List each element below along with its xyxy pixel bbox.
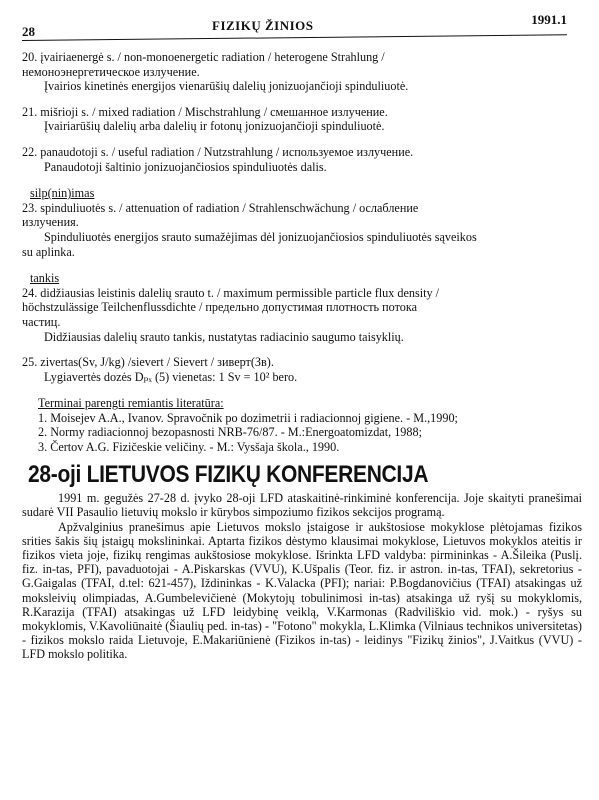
reference-item: 3. Čertov A.G. Fizičeskie veličiny. - M.: Vysšaja škola., 1990. (38, 440, 340, 455)
entry-term-line: 21. mišrioji s. / mixed radiation / Mischstrahlung / смешанное излучение. (22, 104, 388, 119)
entry-term-line: 25. zivertas(Sv, J/kg) /sievert / Sievert / зиверт(Зв). (22, 355, 274, 370)
reference-item: 1. Moisejev A.A., Ivanov. Spravočnik po dozimetrii i radiacionnoj gigiene. - M.,1990; (38, 410, 458, 425)
glossary-entry-22 (22, 145, 582, 174)
entry-term-line: höchstzulässige Teilchenflussdichte / предельно допустимая плотность потока (22, 300, 418, 315)
page-number: 28 (22, 24, 35, 39)
entry-term-line: излучения. (22, 215, 79, 230)
entry-definition: Įvairiarūšių dalelių arba dalelių ir fotonų jonizuojančioji spinduliuotė. (44, 119, 385, 134)
references-title: Terminai parengti remiantis literatūra: (38, 396, 224, 411)
glossary-entry-24 (22, 286, 582, 344)
entry-term-line: немоноэнергетическое излучение. (22, 64, 200, 79)
entry-definition-continued: su aplinka. (22, 244, 75, 259)
page-body (22, 50, 582, 662)
entry-term-line: 23. spinduliuotės s. / attenuation of radiation / Strahlenschwächung / ослабление (22, 200, 419, 215)
references-block (22, 396, 582, 454)
article-paragraph: 1991 m. gegužės 27-28 d. įvyko 28-oji LFD ataskaitinė-rinkiminė konferencija. Joje skaityti pranešimai sudarė VII Pasaulio lietuvių mokslo ir kūrybos simpoziumo fizikos sekcijos programą. (22, 491, 582, 520)
entry-definition: Lygiavertės dozės Dₚₓ (5) vienetas: 1 Sv = 10² bero. (44, 369, 298, 384)
entry-definition: Didžiausias dalelių srauto tankis, nustatytas radiacinio saugumo taisyklių. (44, 329, 404, 344)
article-paragraph: Apžvalginius pranešimus apie Lietuvos mokslo įstaigose ir aukštosiose mokyklose plėtojamas fizikos srities šakis šių įstaigų mokslininkai. Aptarta fizikos dėstymo klausimai mokyklose, Lietuvos mokyklos ateitis ir fizikos vieta joje, fizikų rengimas aukštosiose mokyklose. Išrinkta LFD valdyba: pirmininkas - A.Šileika (Puslį. fiz. in-tas, PFI), pavaduotojai - A.Piskarskas (VVU), K.Ušpalis (Teor. fiz. ir astron. in-tas, TFAI), sekretorius - G.Gaigalas (TFAI, d.tel: 621-457), Iždininkas - K.Valacka (PFI); nariai: P.Bogdanovičius (TFAI) atsakingas už moksleivių olimpiadas, A.Gumbelevičienė (Mokytojų tobulinimosi in-tas) atsakinga už ryšį su mokyklomis, R.Karazija (TFAI) atsakingas už LFD leidybinę veiklą, V.Karmonas (Radviliškio vid. mok.) - ryšys su mokyklomis, V.Kavoliūnaitė (Šiaulių ped. in-tas) - "Fotono" mokykla, L.Klimka (Vilniaus technikos universitetas) - fizikos mokslo raida Lietuvoje, E.Makariūnienė (Fizikos in-tas) - leidinys "Fizikų žinios", J.Vaitkus (VVU) - LFD mokslo politika. (22, 519, 582, 662)
entry-term-line: 22. panaudotoji s. / useful radiation / Nutzstrahlung / используемое излучение. (22, 144, 414, 159)
section-term-heading: silp(nin)imas (30, 186, 95, 201)
article-title: 28-oji LIETUVOS FIZIKŲ KONFERENCIJA (28, 460, 429, 488)
section-term-heading: tankis (30, 271, 60, 286)
entry-term-line: 24. didžiausias leistinis dalelių srauto t. / maximum permissible particle flux density / (22, 285, 440, 300)
entry-definition: Spinduliuotės energijos srauto sumažėjimas dėl jonizuojančiosios spinduliuotės sąveikos (44, 229, 477, 244)
issue-number: 1991.1 (531, 12, 567, 27)
entry-definition: Panaudotoji šaltinio jonizuojančiosios spinduliuotės dalis. (44, 159, 327, 174)
entry-definition: Įvairios kinetinės energijos vienarūšių dalelių jonizuojančioji spinduliuotė. (44, 79, 409, 94)
reference-item: 2. Normy radiacionnoj bezopasnosti NRB-76/87. - M.:Energoatomizdat, 1988; (38, 425, 422, 440)
glossary-entry-23 (22, 201, 582, 259)
journal-title: FIZIKŲ ŽINIOS (212, 18, 314, 33)
entry-term-line: частиц. (22, 314, 61, 329)
glossary-entry-21 (22, 105, 582, 134)
glossary-entry-20 (22, 50, 582, 94)
page-header (22, 10, 567, 39)
glossary-entry-25 (22, 355, 582, 384)
entry-term-line: 20. įvairiaenergė s. / non-monoenergetic radiation / heterogene Strahlung / (22, 50, 385, 64)
